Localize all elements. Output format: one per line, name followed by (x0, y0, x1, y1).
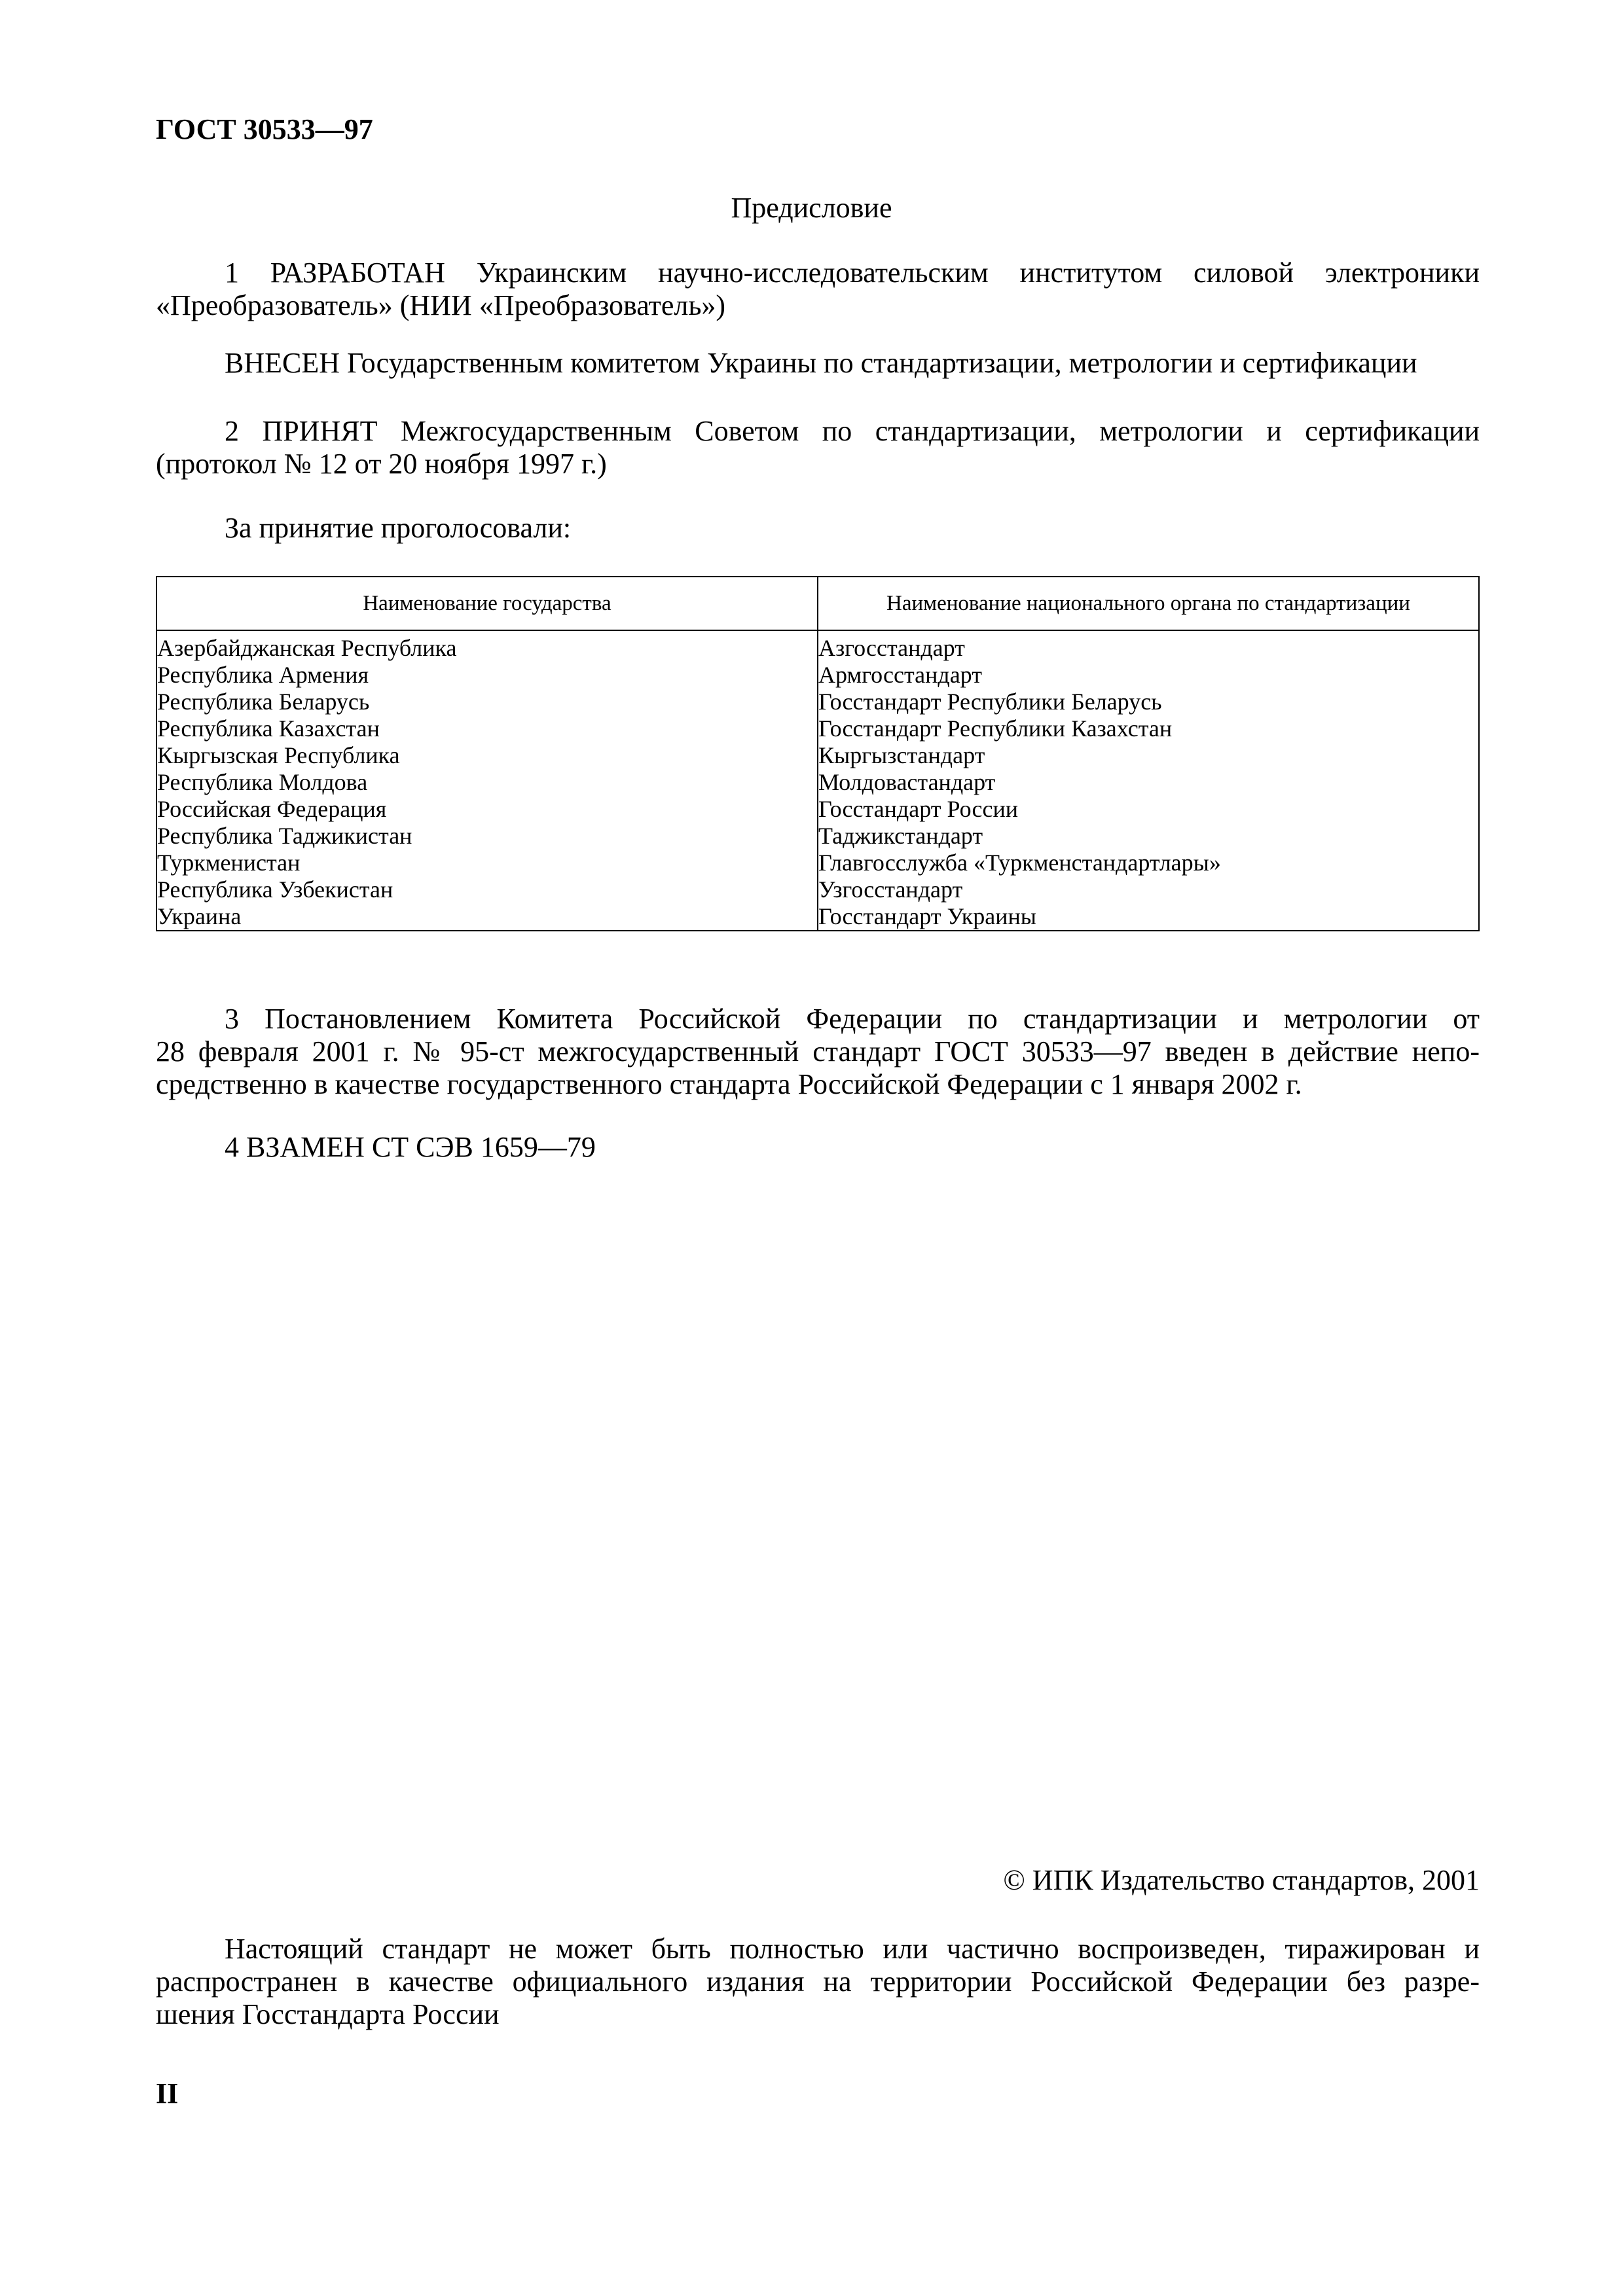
paragraph-line: распространен в качестве официального издания на территории Российской Федерации без разре- (156, 1965, 1480, 1998)
paragraph-line: «Преобразователь» (НИИ «Преобразователь») (156, 289, 726, 321)
reproduction-notice (156, 1933, 1480, 2031)
list-item: Республика Узбекистан (157, 876, 393, 903)
column-header-body: Наименование национального органа по стандартизации (818, 577, 1479, 630)
page-number: II (156, 2077, 179, 2109)
paragraph-line: 1 РАЗРАБОТАН Украинским научно-исследовательским институтом силовой электроники (225, 257, 1480, 289)
paragraph-line: 28 февраля 2001 г. № 95-ст межгосударственный стандарт ГОСТ 30533—97 введен в действие непо- (156, 1035, 1480, 1067)
paragraph-line: 3 Постановлением Комитета Российской Федерации по стандартизации и метрологии от (225, 1003, 1480, 1035)
list-item: Республика Армения (157, 662, 369, 688)
vote-intro (156, 512, 1480, 545)
document-code: ГОСТ 30533—97 (156, 113, 373, 145)
paragraph-line: За принятие проголосовали: (225, 512, 572, 544)
paragraph-line: (протокол № 12 от 20 ноября 1997 г.) (156, 448, 607, 480)
paragraph-developed (156, 257, 1480, 322)
list-item: Главгосслужба «Туркменстандартлары» (818, 850, 1221, 876)
paragraph-adopted (156, 415, 1480, 480)
states-column (156, 635, 818, 931)
list-item: Госстандарт Республики Беларусь (818, 689, 1162, 715)
list-item: Украина (157, 903, 242, 929)
list-item: Республика Молдова (157, 769, 368, 795)
paragraph-line: шения Госстандарта России (156, 1998, 500, 2030)
list-item: Республика Беларусь (157, 689, 370, 715)
list-item: Туркменистан (157, 850, 301, 876)
preface-title: Предисловие (731, 192, 892, 224)
list-item: Узгосстандарт (818, 876, 963, 903)
list-item: Кыргызстандарт (818, 742, 985, 768)
paragraph-resolution (156, 1003, 1480, 1101)
list-item: Таджикстандарт (818, 823, 983, 849)
paragraph-line: Настоящий стандарт не может быть полностью или частично воспроизведен, тиражирован и (225, 1933, 1480, 1965)
list-item: Азербайджанская Республика (157, 635, 457, 661)
column-header-state: Наименование государства (156, 577, 818, 630)
paragraph-line: 4 ВЗАМЕН СТ СЭВ 1659—79 (225, 1131, 596, 1163)
list-item: Кыргызская Республика (157, 742, 400, 768)
list-item: Армгосстандарт (818, 662, 982, 688)
paragraph-line: 2 ПРИНЯТ Межгосударственным Советом по стандартизации, метрологии и сертификации (225, 415, 1480, 447)
paragraph-submitted (156, 347, 1480, 380)
paragraph-line: средственно в качестве государственного стандарта Российской Федерации с 1 января 2002 г. (156, 1068, 1302, 1100)
paragraph-line: ВНЕСЕН Государственным комитетом Украины по стандартизации, метрологии и сертификации (225, 347, 1417, 379)
voting-table (156, 576, 1480, 931)
table-header-row (156, 577, 1479, 630)
list-item: Молдовастандарт (818, 769, 996, 795)
list-item: Госстандарт Республики Казахстан (818, 715, 1173, 742)
list-item: Российская Федерация (157, 796, 387, 822)
list-item: Госстандарт России (818, 796, 1018, 822)
bodies-column (818, 635, 1479, 931)
list-item: Республика Таджикистан (157, 823, 412, 849)
list-item: Республика Казахстан (157, 715, 380, 742)
list-item: Азгосстандарт (818, 635, 965, 661)
table-row (156, 635, 1479, 931)
paragraph-replaces (156, 1131, 1480, 1164)
copyright-notice: © ИПК Издательство стандартов, 2001 (1003, 1864, 1480, 1896)
table-separator (156, 630, 1479, 635)
list-item: Госстандарт Украины (818, 903, 1036, 929)
